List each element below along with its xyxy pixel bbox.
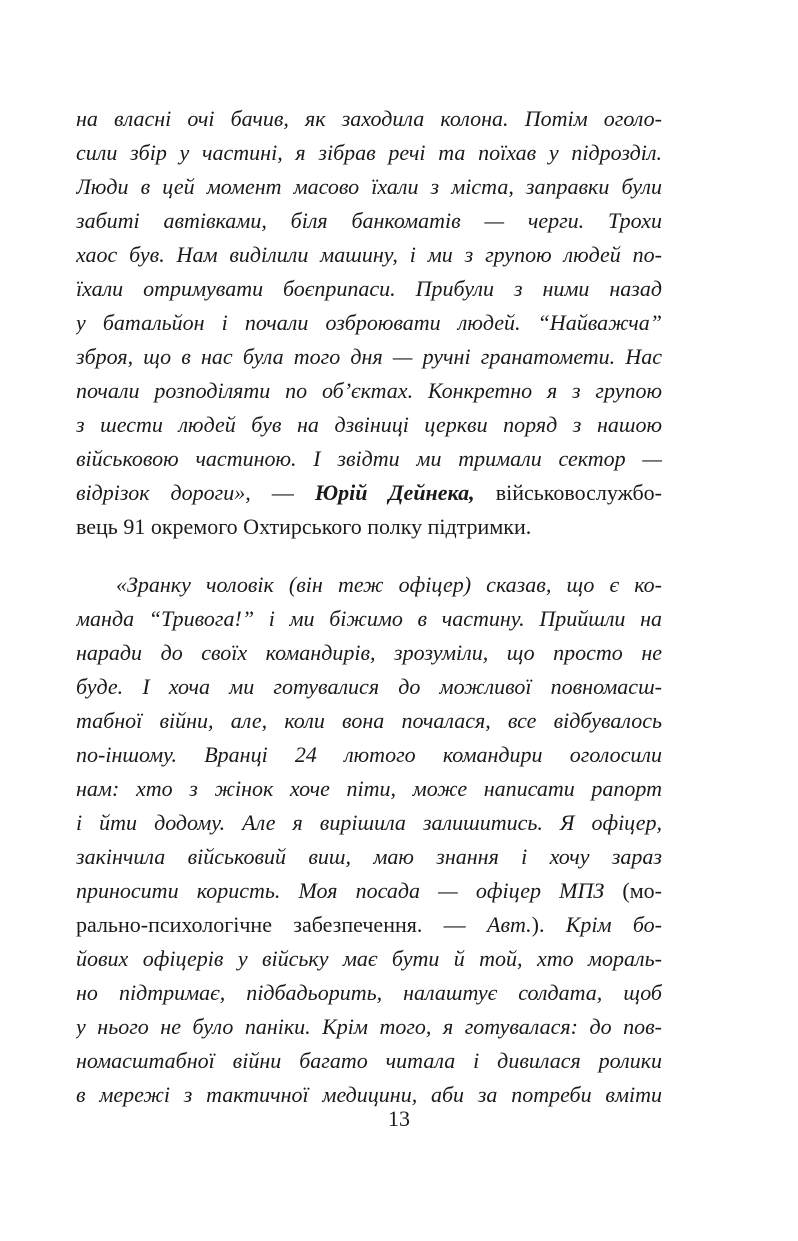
text-line: табної війни, але, коли вона почалася, все відбувалось (76, 708, 662, 733)
text-line: на власні очі бачив, як заходила колона. Потім оголо- (76, 106, 662, 131)
text-line: «Зранку чоловік (він теж офіцер) сказав, що є ко- (116, 572, 662, 597)
abbr-expansion: рально-психологічне забезпечення. — (76, 912, 487, 937)
text-line: по-іншому. Вранці 24 лютого командири оголосили (76, 742, 662, 767)
text-line: у батальйон і почали озброювати людей. “Найважча” (76, 310, 662, 335)
text-line: і йти додому. Але я вирішила залишитись. Я офіцер, (76, 810, 662, 835)
attribution-dash: — (250, 480, 315, 505)
mpz-paren: (мо- (604, 878, 662, 903)
text-line: манда “Тривога!” і ми біжимо в частину. Прийшли на (76, 606, 662, 631)
abbr-close: ). (531, 912, 545, 937)
text-line: з шести людей був на дзвіниці церкви поряд з нашою (76, 412, 662, 437)
text-line: забиті автівками, біля банкоматів — черги. Трохи (76, 208, 662, 233)
text-line: вець 91 окремого Охтирського полку підтримки. (76, 514, 532, 539)
author-role: військовослужбо- (474, 480, 662, 505)
text-line: буде. І хоча ми готувалися до можливої повномасш- (76, 674, 662, 699)
text-line: хаос був. Нам виділили машину, і ми з групою людей по- (76, 242, 662, 267)
text-line: йових офіцерів у війську має бути й той, хто мораль- (76, 946, 662, 971)
text-line: сили збір у частині, я зібрав речі та поїхав у підрозділ. (76, 140, 662, 165)
page-number: 13 (388, 1106, 410, 1131)
mpz-text: приносити користь. Моя посада — офіцер МПЗ (76, 878, 605, 903)
abbreviation-line (76, 908, 662, 942)
text-line: у нього не було паніки. Крім того, я готувалася: до пов- (76, 1014, 662, 1039)
author-name: Юрій Дейнека, (314, 480, 475, 505)
author-abbr: Авт. (487, 912, 532, 937)
text-line: Люди в цей момент масово їхали з міста, заправки були (76, 174, 662, 199)
text-line: номасштабної війни багато читала і дивилася ролики (76, 1048, 662, 1073)
text-line: в мережі з тактичної медицини, аби за потреби вміти (76, 1082, 662, 1107)
text-line: но підтримає, підбадьорить, налаштує солдата, щоб (76, 980, 662, 1005)
mpz-line (76, 874, 662, 908)
text-line: почали розподіляти по об’єктах. Конкретно я з групою (76, 378, 662, 403)
text-line: нам: хто з жінок хоче піти, може написати рапорт (76, 776, 662, 801)
text-line: військовою частиною. І звідти ми тримали сектор — (76, 446, 662, 471)
text-line: закінчила військовий виш, маю знання і хочу зараз (76, 844, 662, 869)
quote-end: відрізок дороги», (76, 480, 251, 505)
text-line: зброя, що в нас була того дня — ручні гранатомети. Нас (76, 344, 662, 369)
text-line: наради до своїх командирів, зрозуміли, що просто не (76, 640, 662, 665)
attribution-line (76, 476, 662, 510)
text-line: їхали отримувати боєприпаси. Прибули з ними назад (76, 276, 662, 301)
abbr-continuation: Крім бо- (544, 912, 662, 937)
